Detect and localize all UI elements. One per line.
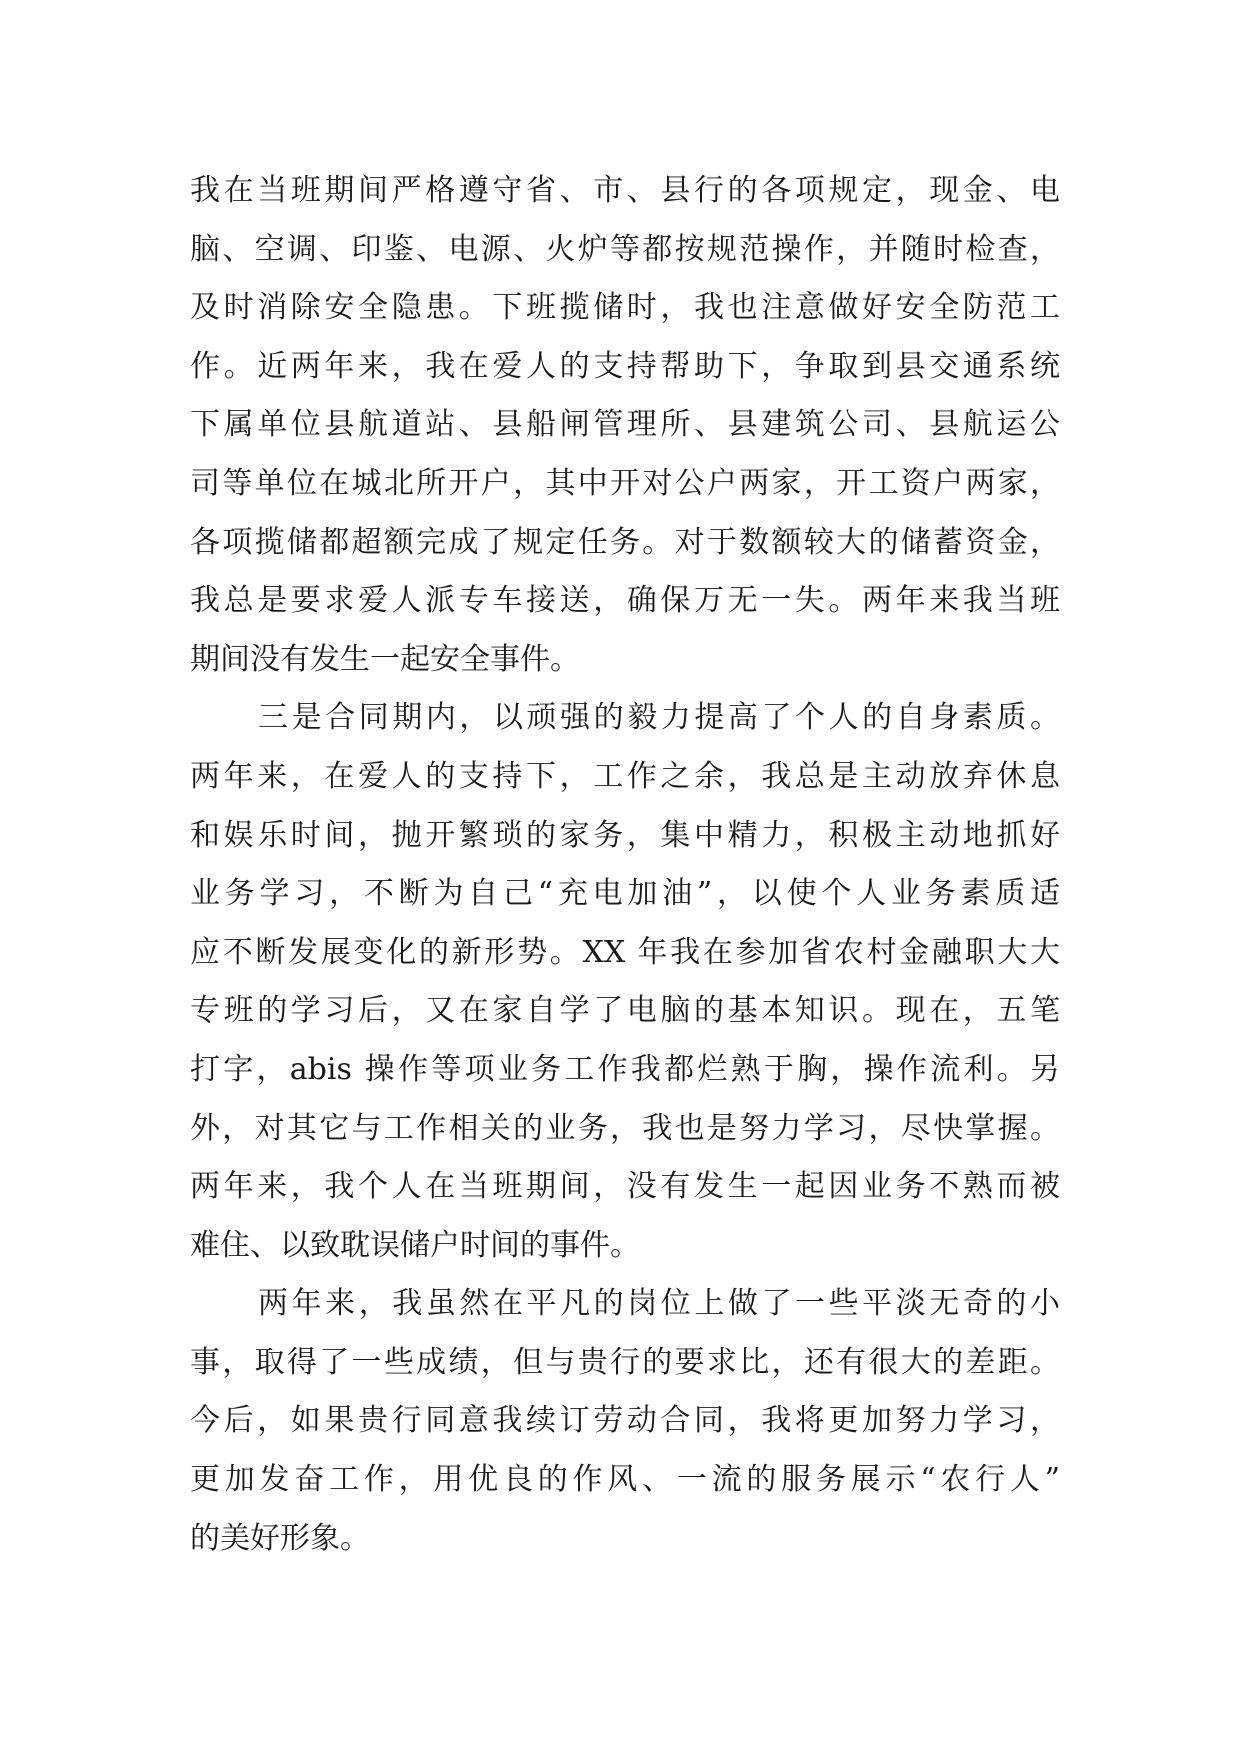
text-line: 业务学习，不断为自己“充电加油”，以使个人业务素质适 [190, 876, 1060, 912]
paragraph [190, 1275, 1060, 1568]
text-line: 期间没有发生一起安全事件。 [190, 641, 580, 677]
text-line: 外，对其它与工作相关的业务，我也是努力学习，尽快掌握。 [190, 1110, 1060, 1146]
text-line: 我总是要求爱人派专车接送，确保万无一失。两年来我当班 [190, 583, 1060, 619]
text-line: 两年来，我虽然在平凡的岗位上做了一些平淡无奇的小 [258, 1286, 1060, 1322]
text-line: 的美好形象。 [190, 1520, 370, 1556]
text-line: 各项揽储都超额完成了规定任务。对于数额较大的储蓄资金， [190, 524, 1060, 560]
text-line: 专班的学习后，又在家自学了电脑的基本知识。现在，五笔 [190, 993, 1060, 1029]
paragraph [190, 689, 1060, 1275]
text-line: 司等单位在城北所开户，其中开对公户两家，开工资户两家， [190, 465, 1060, 501]
text-line: 更加发奋工作，用优良的作风、一流的服务展示“农行人” [190, 1462, 1060, 1498]
text-line: 今后，如果贵行同意我续订劳动合同，我将更加努力学习， [190, 1403, 1060, 1439]
text-line: 和娱乐时间，抛开繁琐的家务，集中精力，积极主动地抓好 [190, 817, 1060, 853]
text-line: 应不断发展变化的新形势。XX 年我在参加省农村金融职大大 [190, 934, 1060, 970]
text-line: 脑、空调、印鉴、电源、火炉等都按规范操作，并随时检查， [190, 231, 1060, 267]
text-line: 下属单位县航道站、县船闸管理所、县建筑公司、县航运公 [190, 407, 1060, 443]
text-line: 及时消除安全隐患。下班揽储时，我也注意做好安全防范工 [190, 290, 1060, 326]
text-line: 事，取得了一些成绩，但与贵行的要求比，还有很大的差距。 [190, 1344, 1060, 1380]
text-line: 我在当班期间严格遵守省、市、县行的各项规定，现金、电 [190, 173, 1060, 208]
text-line: 作。近两年来，我在爱人的支持帮助下，争取到县交通系统 [190, 348, 1060, 384]
text-line: 打字，abis 操作等项业务工作我都烂熟于胸，操作流利。另 [190, 1051, 1060, 1087]
text-line: 三是合同期内，以顽强的毅力提高了个人的自身素质。 [258, 700, 1060, 736]
paragraph [190, 162, 1060, 689]
text-line: 两年来，我个人在当班期间，没有发生一起因业务不熟而被 [190, 1169, 1060, 1205]
document-body [190, 162, 1060, 1568]
text-line: 难住、以致耽误储户时间的事件。 [190, 1227, 640, 1263]
text-line: 两年来，在爱人的支持下，工作之余，我总是主动放弃休息 [190, 758, 1060, 794]
